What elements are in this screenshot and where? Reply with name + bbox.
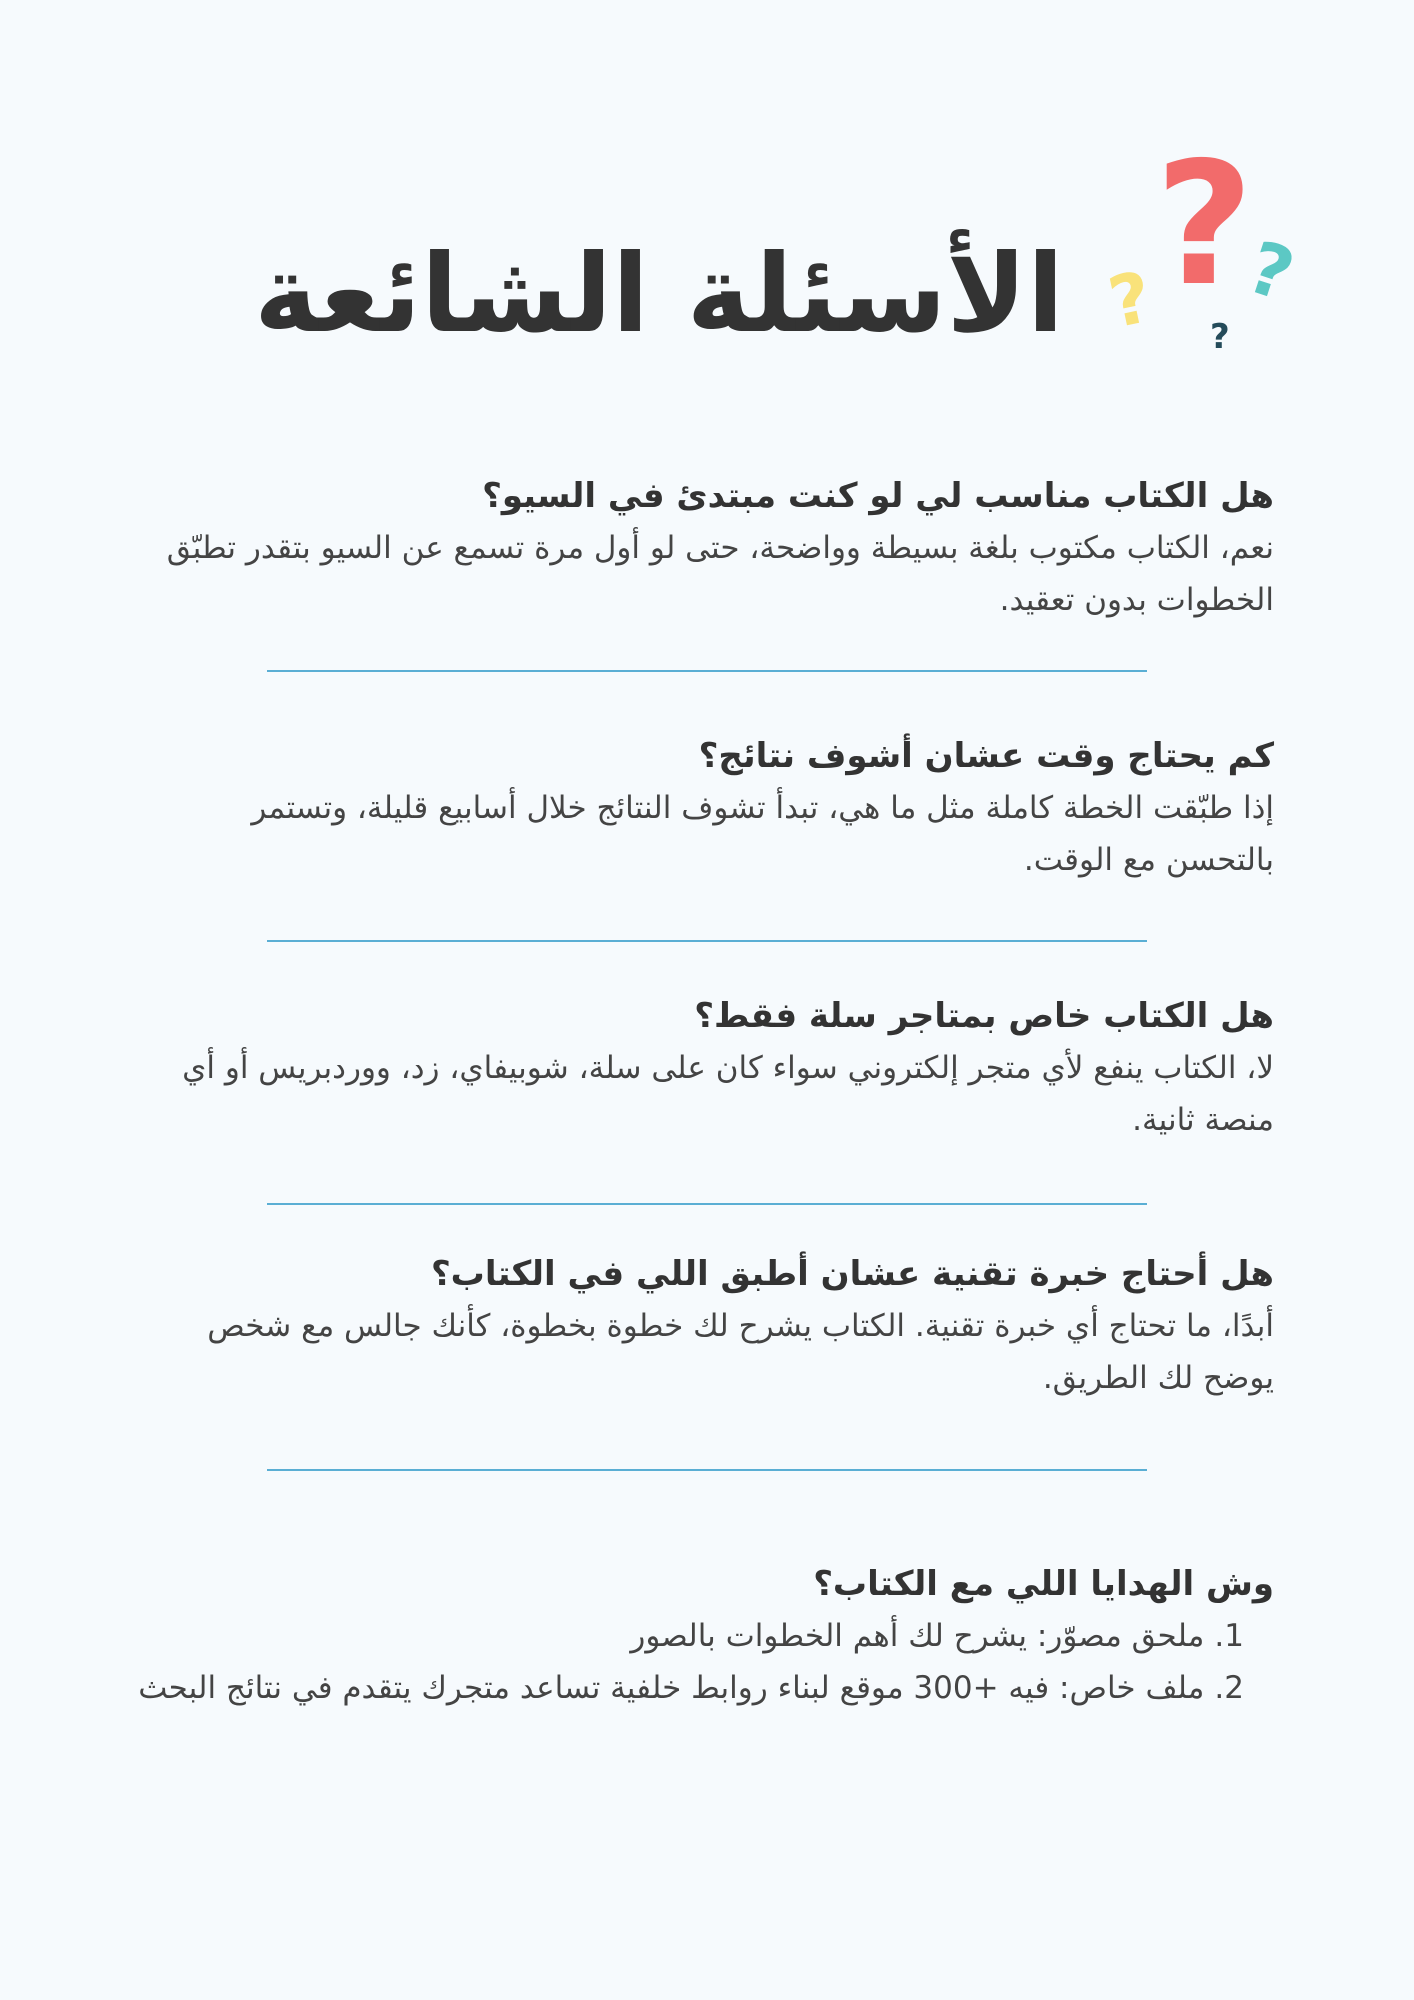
faq-answer: لا، الكتاب ينفع لأي متجر إلكتروني سواء كان على سلة، شوبيفاي، زد، ووردبريس أو أي منصة ثانية. <box>182 1050 1274 1138</box>
faq-item-gifts <box>134 1558 1274 1714</box>
red-question-mark-icon: ? <box>1155 126 1254 324</box>
divider <box>267 1469 1147 1471</box>
page-title: الأسئلة الشائعة <box>254 232 1064 357</box>
list-item <box>134 1662 1274 1714</box>
divider <box>267 1203 1147 1205</box>
teal-question-mark-icon: ? <box>1238 224 1304 318</box>
yellow-question-mark-icon: ? <box>1101 255 1159 345</box>
faq-item-platforms <box>134 990 1274 1146</box>
faq-question: كم يحتاج وقت عشان أشوف نتائج؟ <box>698 736 1274 776</box>
faq-answer: أبدًا، ما تحتاج أي خبرة تقنية. الكتاب يشرح لك خطوة بخطوة، كأنك جالس مع شخص يوضح لك الطريق. <box>207 1308 1274 1396</box>
faq-question: هل الكتاب خاص بمتاجر سلة فقط؟ <box>694 996 1274 1036</box>
navy-question-mark-icon: ? <box>1210 317 1230 357</box>
faq-answer: إذا طبّقت الخطة كاملة مثل ما هي، تبدأ تشوف النتائج خلال أسابيع قليلة، وتستمر بالتحسن مع الوقت. <box>251 790 1274 878</box>
divider <box>267 940 1147 942</box>
faq-question: هل الكتاب مناسب لي لو كنت مبتدئ في السيو؟ <box>482 476 1274 516</box>
gifts-list <box>134 1610 1274 1714</box>
list-item-number: 1. <box>1214 1618 1244 1654</box>
list-item-text: ملف خاص: فيه +300 موقع لبناء روابط خلفية تساعد متجرك يتقدم في نتائج البحث <box>138 1670 1205 1706</box>
faq-question: هل أحتاج خبرة تقنية عشان أطبق اللي في الكتاب؟ <box>430 1254 1274 1294</box>
list-item <box>134 1610 1274 1662</box>
divider <box>267 670 1147 672</box>
faq-answer: نعم، الكتاب مكتوب بلغة بسيطة وواضحة، حتى لو أول مرة تسمع عن السيو بتقدر تطبّق الخطوات بدون تعقيد. <box>166 530 1274 618</box>
faq-item-results-time <box>134 730 1274 886</box>
faq-item-beginner <box>134 470 1274 626</box>
faq-item-tech-experience <box>134 1248 1274 1404</box>
list-item-text: ملحق مصوّر: يشرح لك أهم الخطوات بالصور <box>630 1618 1205 1654</box>
question-marks-icon <box>1101 126 1330 380</box>
faq-question: وش الهدايا اللي مع الكتاب؟ <box>813 1564 1274 1604</box>
list-item-number: 2. <box>1214 1670 1244 1706</box>
